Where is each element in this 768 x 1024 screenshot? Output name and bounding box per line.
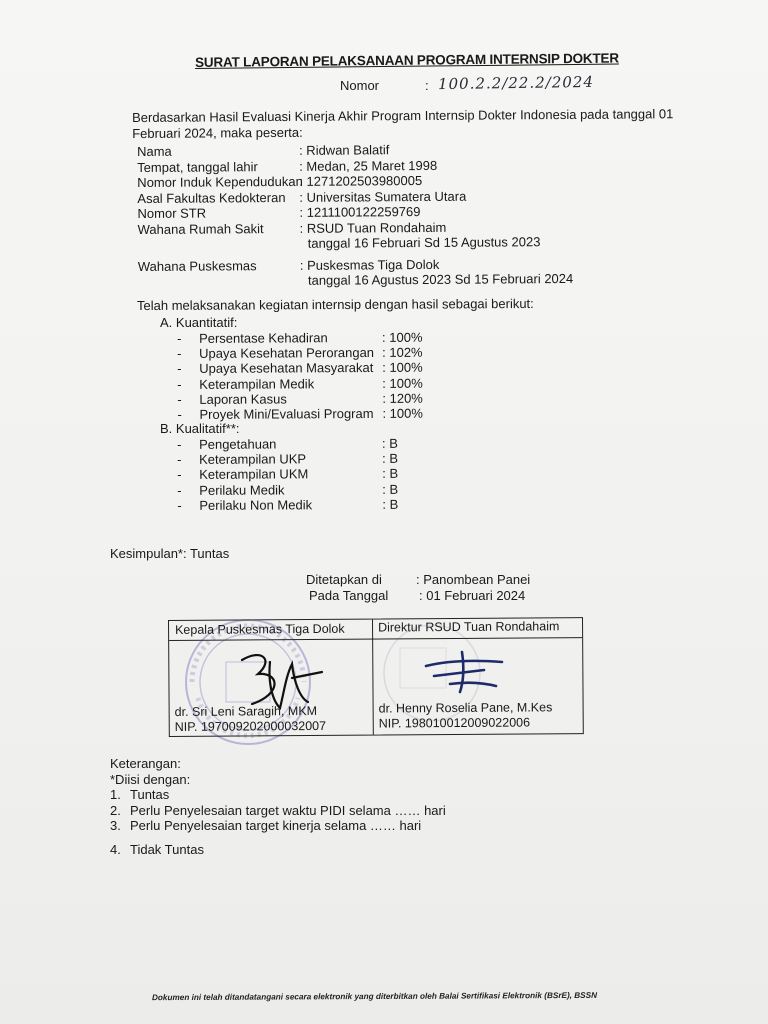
qualitative-heading: B. Kualitatif**: [160, 421, 240, 436]
item-value: : B [382, 451, 399, 467]
item-label: Keterampilan UKM [199, 466, 309, 483]
bullet-dash: - [177, 330, 182, 346]
item-value: : B [381, 435, 398, 451]
place-label: Ditetapkan di [306, 572, 382, 587]
field-label: Wahana Rumah Sakit [137, 220, 264, 237]
right-signer-name: dr. Henny Roselia Pane, M.Kes [378, 700, 553, 716]
bullet-dash: - [177, 467, 182, 483]
notes-heading: Keterangan: [110, 756, 181, 771]
handwritten-signature-right-icon [420, 646, 510, 696]
field-value: : 1271202503980005 [299, 173, 423, 189]
intro-paragraph: Berdasarkan Hasil Evaluasi Kinerja Akhir Program Internsip Dokter Indonesia pada tanggal 01 Februari 2024, maka peserta: [132, 106, 674, 141]
item-label: Proyek Mini/Evaluasi Program [199, 405, 374, 422]
field-value: : RSUD Tuan Rondahaim [299, 219, 447, 236]
item-value: : B [382, 481, 399, 497]
bullet-dash: - [177, 497, 182, 513]
item-label: Upaya Kesehatan Masyarakat [199, 360, 374, 377]
field-label: Tempat, tanggal lahir [137, 158, 258, 175]
footer-disclaimer: Dokumen ini telah ditandatangani secara elektronik yang diterbitkan oleh Balai Sertifikasi Elektronik (BSrE), BSSN [151, 990, 598, 1003]
field-value-continuation: tanggal 16 Agustus 2023 Sd 15 Februari 2024 [307, 270, 574, 288]
right-signer-nip: NIP. 198010012009022006 [378, 715, 531, 731]
item-label: Perilaku Non Medik [199, 497, 313, 513]
item-label: Laporan Kasus [199, 391, 287, 407]
note-text: Tuntas [130, 787, 170, 802]
item-label: Persentase Kehadiran [198, 330, 328, 346]
item-value: : B [382, 466, 399, 482]
field-value: : Medan, 25 Maret 1998 [299, 157, 438, 174]
note-number: 4. [110, 841, 121, 857]
note-number: 3. [110, 818, 121, 833]
item-value: : 100% [382, 360, 423, 376]
note-text: Perlu Penyelesaian target waktu PIDI selama …… hari [130, 802, 446, 818]
date-value: : 01 Februari 2024 [419, 588, 526, 603]
note-text: Tidak Tuntas [130, 841, 204, 857]
item-value: : 120% [382, 390, 423, 406]
handwritten-signature-left-icon [222, 642, 332, 722]
bullet-dash: - [177, 406, 182, 422]
note-number: 1. [110, 787, 121, 802]
quantitative-heading: A. Kuantitatif: [160, 315, 238, 330]
field-label: Nama [137, 143, 172, 159]
date-label: Pada Tanggal [309, 588, 389, 603]
item-label: Upaya Kesehatan Perorangan [199, 345, 375, 362]
nomor-value-handwritten: 100.2.2/22.2/2024 [437, 72, 595, 94]
left-signer-title: Kepala Puskesmas Tiga Dolok [175, 621, 345, 637]
item-label: Pengetahuan [198, 436, 277, 452]
document-title: SURAT LAPORAN PELAKSANAAN PROGRAM INTERNSIP DOKTER [195, 50, 619, 70]
item-value: : B [382, 496, 399, 512]
field-label: Nomor Induk Kependudukan [137, 173, 303, 190]
item-value: : 100% [382, 375, 423, 391]
item-label: Keterampilan Medik [199, 375, 315, 392]
field-value: : Ridwan Balatif [298, 142, 390, 158]
field-label: Wahana Puskesmas [137, 257, 257, 274]
bullet-dash: - [177, 436, 182, 452]
bullet-dash: - [177, 361, 182, 377]
field-value: : Puskesmas Tiga Dolok [299, 256, 440, 273]
note-number: 2. [110, 802, 121, 818]
results-heading: Telah melaksanakan kegiatan internsip dengan hasil sebagai berikut: [136, 295, 534, 314]
bullet-dash: - [177, 482, 182, 498]
field-label: Asal Fakultas Kedokteran [137, 189, 286, 206]
left-signer-nip: NIP. 197009202000032007 [174, 718, 327, 734]
bullet-dash: - [177, 452, 182, 468]
participant-fields [137, 142, 574, 289]
bullet-dash: - [177, 391, 182, 407]
field-value: : 1211100122259769 [299, 204, 421, 220]
item-label: Perilaku Medik [199, 482, 285, 498]
bullet-dash: - [177, 376, 182, 392]
notes-subheading: *Diisi dengan: [110, 771, 191, 787]
right-signer-title: Direktur RSUD Tuan Rondahaim [378, 619, 560, 635]
conclusion: Kesimpulan*: Tuntas [110, 546, 230, 561]
item-value: : 100% [382, 405, 423, 421]
item-value: : 102% [382, 344, 423, 361]
field-label: Nomor STR [137, 205, 207, 221]
place-value: : Panombean Panei [416, 572, 531, 587]
item-value: : 100% [381, 329, 423, 345]
left-signer-name: dr. Sri Leni Saragih, MKM [174, 703, 318, 719]
item-label: Keterampilan UKP [199, 451, 307, 468]
bullet-dash: - [177, 346, 182, 362]
nomor-separator: : [425, 78, 429, 93]
note-text: Perlu Penyelesaian target kinerja selama …… hari [130, 818, 422, 833]
nomor-label: Nomor [340, 78, 380, 93]
field-value: : Universitas Sumatera Utara [299, 188, 467, 205]
field-value-continuation: tanggal 16 Februari Sd 15 Agustus 2023 [307, 234, 541, 251]
